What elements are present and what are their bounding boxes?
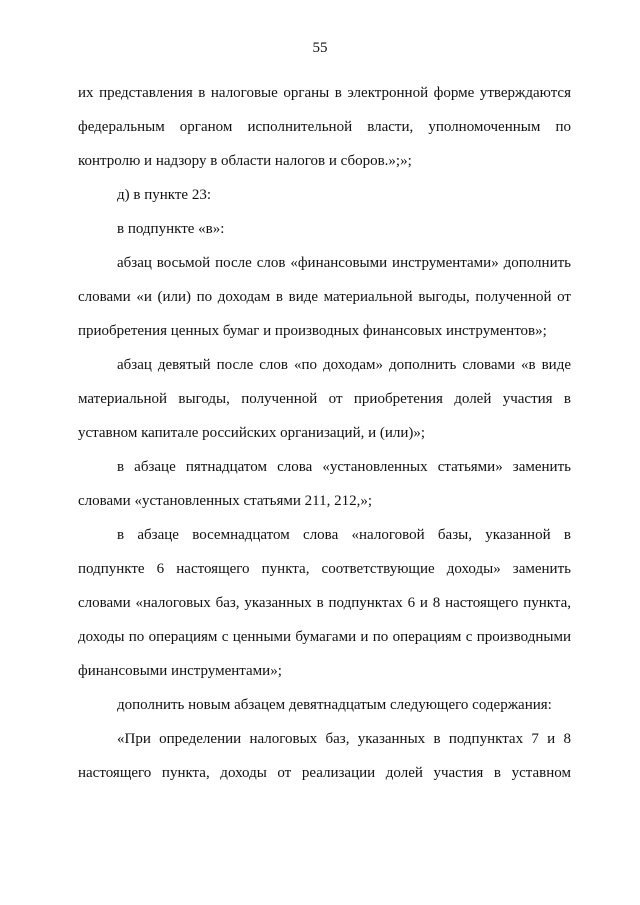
text-line: д) в пункте 23: xyxy=(117,187,211,203)
text-line: словами «и (или) по доходам в виде материальной выгоды, полученной от xyxy=(78,289,571,305)
paragraph xyxy=(78,348,571,450)
text-line: материальной выгоды, полученной от приобретения долей участия xyxy=(78,391,553,407)
paragraph xyxy=(78,212,571,246)
text-line: федеральным органом исполнительной власти, уполномоченным xyxy=(78,119,541,135)
text-line: производными финансовыми инструментами»; xyxy=(78,629,571,679)
paragraph xyxy=(78,518,571,688)
text-line: подпункте 6 настоящего пункта, соответствующие доходы» заменить xyxy=(78,561,571,577)
text-line: абзац девятый после слов «по доходам» дополнить словами «в виде xyxy=(117,357,571,373)
text-line: «При определении налоговых баз, указанных в подпунктах 7 и 8 xyxy=(117,731,571,747)
text-line: по контролю и надзору в области налогов и сборов.»;»; xyxy=(78,119,571,169)
paragraph xyxy=(78,722,571,790)
document-body xyxy=(78,76,571,790)
text-line: в подпункте «в»: xyxy=(117,221,225,237)
paragraph xyxy=(78,688,571,722)
text-line: настоящего пункта, доходы от реализации долей участия в уставном xyxy=(78,765,571,781)
paragraph xyxy=(78,178,571,212)
text-line: дополнить новым абзацем девятнадцатым следующего содержания: xyxy=(117,697,552,713)
paragraph xyxy=(78,246,571,348)
text-line: абзац восьмой после слов «финансовыми инструментами» дополнить xyxy=(117,255,571,271)
paragraph xyxy=(78,450,571,518)
paragraph xyxy=(78,76,571,178)
text-line: доходы по операциям с ценными бумагами и по операциям с xyxy=(78,629,473,645)
text-line: приобретения ценных бумаг и производных финансовых инструментов»; xyxy=(78,323,547,339)
text-line: словами «налоговых баз, указанных в подпунктах 6 и 8 настоящего пункта, xyxy=(78,595,571,611)
text-line: в абзаце пятнадцатом слова «установленных статьями» заменить xyxy=(117,459,571,475)
text-line: в абзаце восемнадцатом слова «налоговой базы, указанной в xyxy=(117,527,571,543)
text-line: словами «установленных статьями 211, 212,»; xyxy=(78,493,373,509)
text-line: их представления в налоговые органы в электронной форме утверждаются xyxy=(78,85,571,101)
text-line: в уставном капитале российских организаций, и (или)»; xyxy=(78,391,572,441)
page-number: 55 xyxy=(312,40,328,56)
